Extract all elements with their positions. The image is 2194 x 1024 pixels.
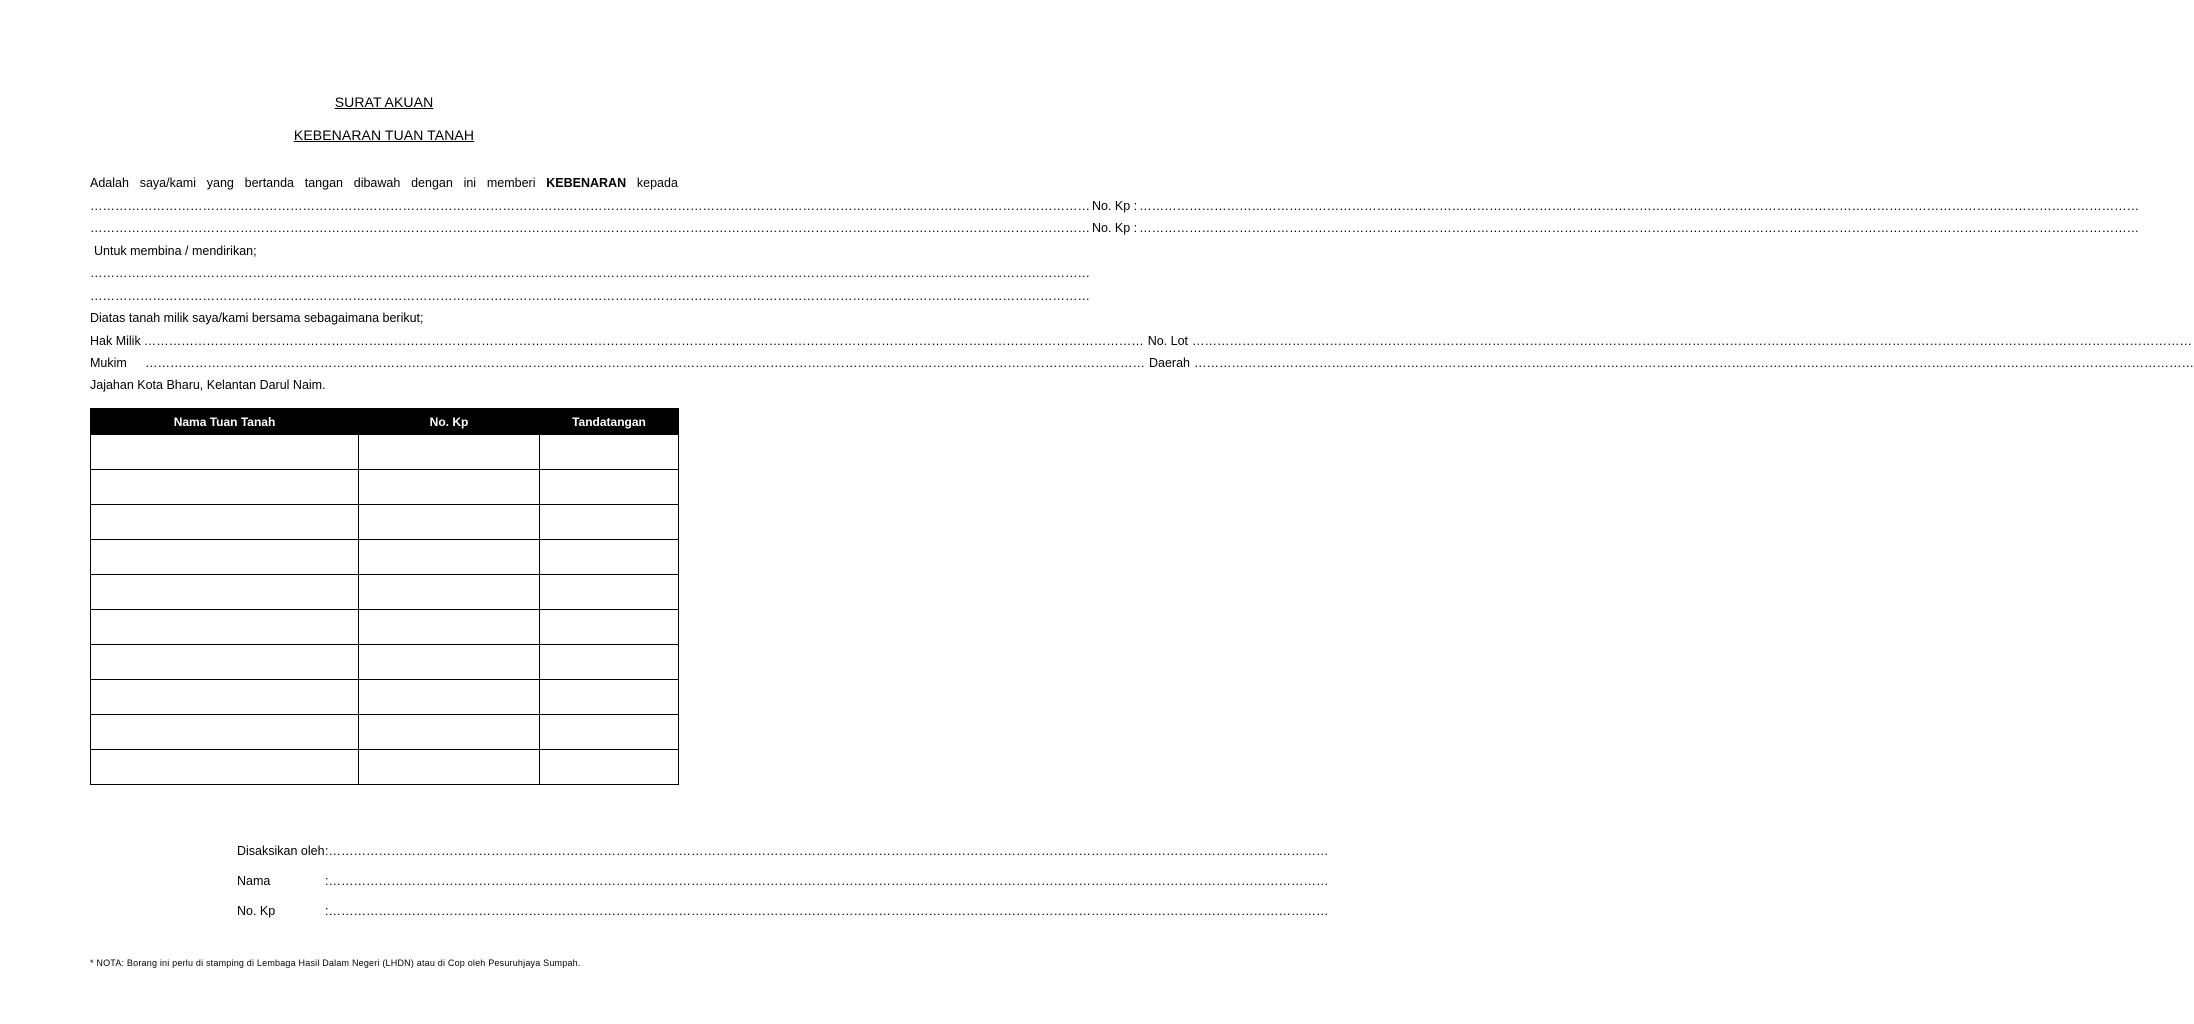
intro-bold-word: KEBENARAN [546, 176, 627, 190]
owner-nokp-cell[interactable] [359, 610, 540, 645]
table-row [91, 470, 679, 505]
owner-nokp-cell[interactable] [359, 680, 540, 715]
recipient-name-field[interactable]: …………………………………………………………………………………………………………………………………………………………………………………………………………………… [90, 199, 1090, 213]
recipient-line-1 [90, 199, 2140, 213]
table-row [91, 750, 679, 785]
footnote-nota: * NOTA: Borang ini perlu di stamping di Lembaga Hasil Dalam Negeri (LHDN) atau di Cop oleh Pesuruhjaya Sumpah. [90, 958, 581, 968]
owner-nokp-cell[interactable] [359, 505, 540, 540]
owner-signature-cell[interactable] [540, 470, 679, 505]
colon: : [325, 904, 329, 918]
table-row [91, 680, 679, 715]
owner-signature-cell[interactable] [540, 750, 679, 785]
intro-line [90, 176, 678, 190]
owner-name-cell[interactable] [91, 645, 359, 680]
recipient-nokp-field[interactable]: …………………………………………………………………………………………………………………………………………………………………………………………………………………… [1139, 199, 2140, 213]
nama-label: Nama [237, 874, 271, 888]
daerah-field[interactable]: …………………………………………………………………………………………………………………………………………………………………………………………………………………… [1194, 356, 2194, 370]
intro-word: bertanda [244, 176, 294, 190]
owner-name-cell[interactable] [91, 575, 359, 610]
owner-name-cell[interactable] [91, 505, 359, 540]
hak-milik-field[interactable]: …………………………………………………………………………………………………………………………………………………………………………………………………………………… [143, 334, 1144, 348]
mukim-label: Mukim [90, 356, 127, 370]
table-row [91, 540, 679, 575]
intro-word: dengan [411, 176, 453, 190]
owner-signature-cell[interactable] [540, 680, 679, 715]
owner-signature-cell[interactable] [540, 715, 679, 750]
colon: : [325, 844, 329, 858]
colon: : [325, 874, 329, 888]
owner-signature-cell[interactable] [540, 540, 679, 575]
intro-word: memberi [486, 176, 536, 190]
intro-word: yang [206, 176, 234, 190]
table-row [91, 715, 679, 750]
nokp-label: No. Kp : [1092, 199, 1138, 213]
owner-signature-cell[interactable] [540, 645, 679, 680]
owner-signature-cell[interactable] [540, 575, 679, 610]
witness-nokp-label: No. Kp [237, 904, 276, 918]
hak-milik-line [90, 334, 2193, 348]
document-subtitle: KEBENARAN TUAN TANAH [293, 127, 475, 143]
witness-name-line [237, 874, 1329, 888]
header-no-kp: No. Kp [359, 409, 540, 435]
witness-nokp-line [237, 904, 1329, 918]
owner-signature-cell[interactable] [540, 435, 679, 470]
intro-word: dibawah [353, 176, 401, 190]
owner-signature-cell[interactable] [540, 505, 679, 540]
intro-word: ini [463, 176, 477, 190]
owner-name-cell[interactable] [91, 470, 359, 505]
owner-name-cell[interactable] [91, 680, 359, 715]
table-row [91, 645, 679, 680]
owners-table [90, 408, 679, 785]
no-lot-field[interactable]: …………………………………………………………………………………………………………………………………………………………………………………………………………………… [1192, 334, 2193, 348]
purpose-field-2[interactable]: …………………………………………………………………………………………………………………………………………………………………………………………………………………… [90, 289, 1090, 303]
witness-line [237, 844, 1329, 858]
owner-nokp-cell[interactable] [359, 470, 540, 505]
owner-name-cell[interactable] [91, 610, 359, 645]
owner-nokp-cell[interactable] [359, 645, 540, 680]
disaksikan-label: Disaksikan oleh [237, 844, 325, 858]
hak-milik-label: Hak Milik [90, 334, 141, 348]
header-tandatangan: Tandatangan [540, 409, 679, 435]
intro-word: tangan [304, 176, 343, 190]
witness-name-field[interactable]: …………………………………………………………………………………………………………………………………………………………………………………………………………………… [328, 874, 1329, 888]
owner-nokp-cell[interactable] [359, 575, 540, 610]
daerah-label: Daerah [1149, 356, 1190, 370]
table-row [91, 610, 679, 645]
no-lot-label: No. Lot [1147, 334, 1189, 348]
table-row [91, 505, 679, 540]
witness-nokp-field[interactable]: …………………………………………………………………………………………………………………………………………………………………………………………………………………… [328, 904, 1329, 918]
purpose-field-1[interactable]: …………………………………………………………………………………………………………………………………………………………………………………………………………………… [90, 266, 1090, 280]
owner-name-cell[interactable] [91, 715, 359, 750]
owner-nokp-cell[interactable] [359, 750, 540, 785]
document-title: SURAT AKUAN [334, 94, 434, 110]
mukim-line [90, 356, 2194, 370]
owner-signature-cell[interactable] [540, 610, 679, 645]
owner-name-cell[interactable] [91, 540, 359, 575]
purpose-label: Untuk membina / mendirikan; [94, 244, 257, 258]
witness-field[interactable]: …………………………………………………………………………………………………………………………………………………………………………………………………………………… [328, 844, 1329, 858]
table-row [91, 435, 679, 470]
table-row [91, 575, 679, 610]
recipient-nokp-field[interactable]: …………………………………………………………………………………………………………………………………………………………………………………………………………………… [1139, 221, 2140, 235]
table-header-row [91, 409, 679, 435]
recipient-line-2 [90, 221, 2140, 235]
nokp-label: No. Kp : [1092, 221, 1138, 235]
owner-nokp-cell[interactable] [359, 715, 540, 750]
intro-word: Adalah [90, 176, 129, 190]
owner-nokp-cell[interactable] [359, 435, 540, 470]
recipient-name-field[interactable]: …………………………………………………………………………………………………………………………………………………………………………………………………………………… [90, 221, 1090, 235]
intro-word: saya/kami [139, 176, 196, 190]
owner-name-cell[interactable] [91, 750, 359, 785]
header-nama-tuan-tanah: Nama Tuan Tanah [91, 409, 359, 435]
jajahan-text: Jajahan Kota Bharu, Kelantan Darul Naim. [90, 378, 326, 392]
intro-word: kepada [636, 176, 678, 190]
owner-name-cell[interactable] [91, 435, 359, 470]
land-intro-text: Diatas tanah milik saya/kami bersama sebagaimana berikut; [90, 311, 424, 325]
owner-nokp-cell[interactable] [359, 540, 540, 575]
mukim-field[interactable]: …………………………………………………………………………………………………………………………………………………………………………………………………………………… [145, 356, 1145, 370]
